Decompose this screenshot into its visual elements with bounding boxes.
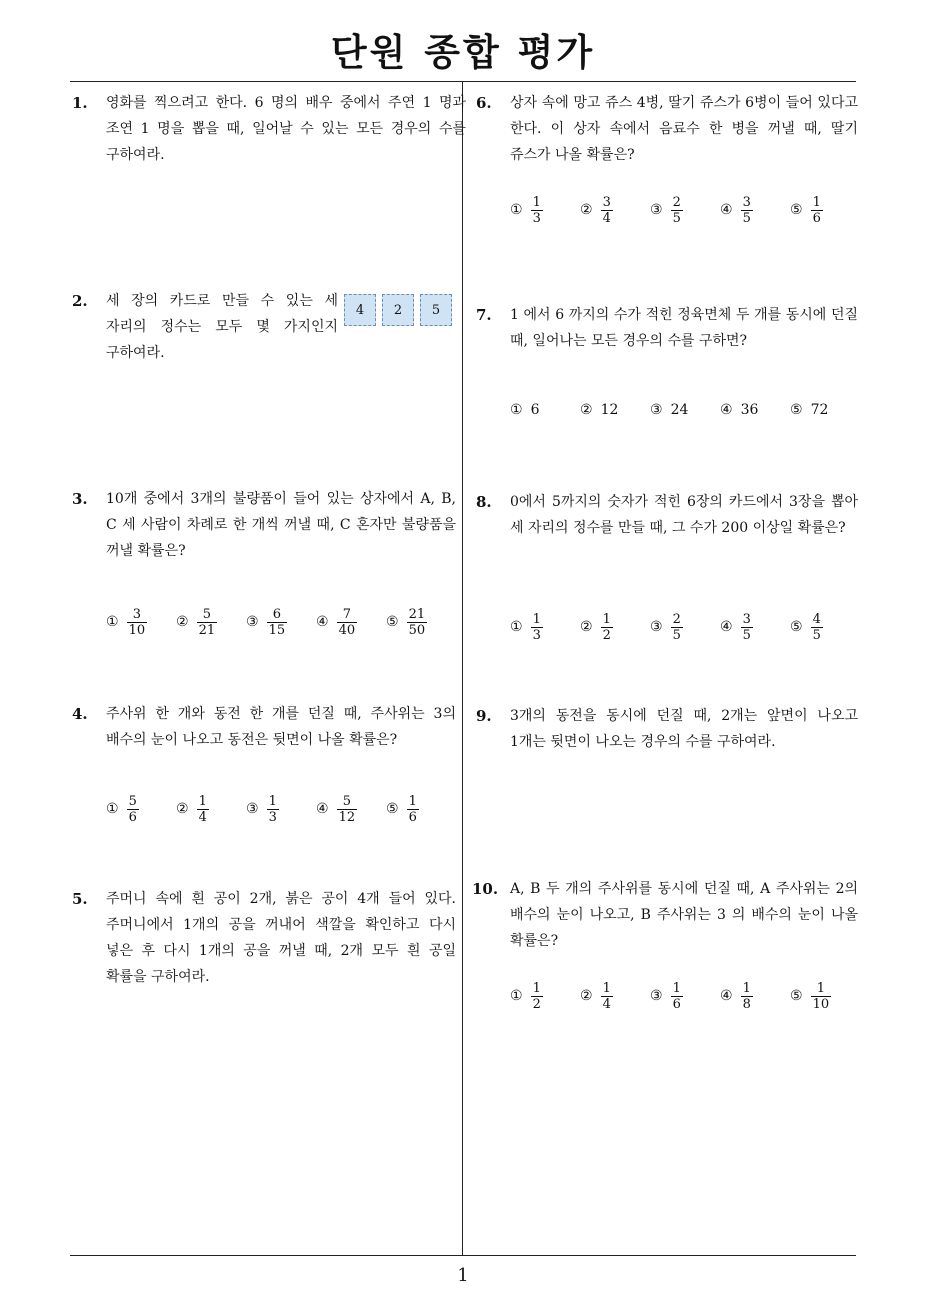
answer-choice[interactable] (510, 388, 539, 432)
answer-choice[interactable] (720, 605, 753, 649)
choice-mark: ② (580, 202, 593, 218)
fraction-numerator: 1 (812, 194, 821, 210)
answer-choice[interactable] (720, 188, 753, 232)
answer-choice[interactable] (650, 388, 688, 432)
choice-fraction (337, 794, 358, 825)
fraction-denominator: 6 (812, 210, 821, 226)
fraction-numerator: 1 (532, 980, 541, 996)
question-10 (472, 876, 858, 1012)
choice-mark: ⑤ (386, 614, 399, 630)
fraction-numerator: 1 (532, 194, 541, 210)
fraction-denominator: 5 (672, 210, 681, 226)
fraction-denominator: 5 (742, 627, 751, 643)
number-card: 5 (420, 294, 452, 326)
fraction-numerator: 1 (742, 980, 751, 996)
fraction-numerator: 7 (342, 606, 351, 622)
choice-mark: ③ (650, 988, 663, 1004)
answer-choice[interactable] (580, 388, 618, 432)
question-text: 3개의 동전을 동시에 던질 때, 2개는 앞면이 나오고 1개는 뒷면이 나오는 경우의 수를 구하여라. (510, 708, 858, 750)
fraction-denominator: 10 (128, 622, 146, 638)
page-number: 1 (457, 1265, 469, 1286)
answer-choice[interactable] (510, 188, 543, 232)
choice-fraction (601, 195, 613, 226)
choice-fraction (811, 981, 832, 1012)
answer-choices (510, 605, 850, 649)
answer-choice[interactable] (650, 605, 683, 649)
choice-value: 12 (600, 402, 619, 418)
fraction-denominator: 12 (338, 809, 356, 825)
question-3 (72, 486, 456, 638)
answer-choice[interactable] (580, 974, 613, 1018)
answer-choice[interactable] (790, 188, 823, 232)
choice-fraction (531, 195, 543, 226)
question-8 (476, 489, 858, 643)
fraction-numerator: 1 (408, 793, 417, 809)
answer-choice[interactable] (720, 388, 758, 432)
fraction-numerator: 21 (408, 606, 426, 622)
question-5 (72, 886, 456, 990)
fraction-denominator: 8 (742, 996, 751, 1012)
choice-fraction (811, 612, 823, 643)
fraction-numerator: 3 (742, 611, 751, 627)
fraction-numerator: 4 (812, 611, 821, 627)
choice-fraction (267, 794, 279, 825)
answer-choice[interactable] (316, 787, 357, 831)
choice-mark: ③ (650, 402, 663, 418)
fraction-numerator: 5 (342, 793, 351, 809)
answer-choices (510, 188, 850, 232)
choice-value: 6 (530, 402, 540, 418)
choice-fraction (407, 607, 428, 638)
answer-choice[interactable] (650, 188, 683, 232)
choice-fraction (407, 794, 419, 825)
fraction-denominator: 4 (198, 809, 207, 825)
answer-choices (510, 974, 850, 1018)
question-number: 2. (72, 292, 88, 310)
question-1 (72, 90, 466, 168)
answer-choice[interactable] (510, 974, 543, 1018)
fraction-numerator: 3 (132, 606, 141, 622)
fraction-denominator: 2 (602, 627, 611, 643)
question-4 (72, 701, 456, 825)
fraction-numerator: 1 (602, 611, 611, 627)
fraction-denominator: 21 (198, 622, 216, 638)
fraction-numerator: 3 (742, 194, 751, 210)
fraction-denominator: 2 (532, 996, 541, 1012)
fraction-denominator: 3 (532, 627, 541, 643)
number-cards (344, 294, 452, 326)
fraction-numerator: 1 (602, 980, 611, 996)
choice-mark: ③ (650, 202, 663, 218)
choice-mark: ② (580, 402, 593, 418)
choice-fraction (741, 612, 753, 643)
choice-mark: ⑤ (790, 402, 803, 418)
fraction-denominator: 50 (408, 622, 426, 638)
choice-mark: ① (510, 402, 523, 418)
header-rule (70, 81, 856, 82)
choice-fraction (531, 612, 543, 643)
question-number: 7. (476, 306, 492, 324)
answer-choice[interactable] (246, 787, 279, 831)
question-text: 상자 속에 망고 쥬스 4병, 딸기 쥬스가 6병이 들어 있다고 한다. 이 상자 속에서 음료수 한 병을 꺼낼 때, 딸기 쥬스가 나올 확률은? (510, 95, 858, 163)
choice-fraction (127, 794, 139, 825)
answer-choice[interactable] (316, 600, 357, 644)
choice-value: 24 (670, 402, 689, 418)
answer-choices (510, 388, 850, 432)
answer-choice[interactable] (176, 787, 209, 831)
fraction-numerator: 2 (672, 194, 681, 210)
choice-mark: ① (510, 988, 523, 1004)
question-number: 3. (72, 490, 88, 508)
answer-choice[interactable] (106, 600, 147, 644)
choice-mark: ② (176, 801, 189, 817)
choice-mark: ④ (720, 988, 733, 1004)
choice-mark: ② (580, 619, 593, 635)
choice-mark: ⑤ (790, 619, 803, 635)
fraction-denominator: 3 (532, 210, 541, 226)
question-text: 주사위 한 개와 동전 한 개를 던질 때, 주사위는 3의 배수의 눈이 나오고 동전은 뒷면이 나올 확률은? (106, 706, 456, 748)
answer-choice[interactable] (790, 974, 831, 1018)
answer-choice[interactable] (790, 605, 823, 649)
fraction-denominator: 5 (742, 210, 751, 226)
choice-value: 36 (740, 402, 759, 418)
answer-choice[interactable] (650, 974, 683, 1018)
fraction-numerator: 5 (202, 606, 211, 622)
answer-choice[interactable] (246, 600, 287, 644)
choice-fraction (197, 607, 218, 638)
fraction-denominator: 6 (408, 809, 417, 825)
answer-choice[interactable] (580, 188, 613, 232)
choice-fraction (601, 981, 613, 1012)
fraction-numerator: 1 (198, 793, 207, 809)
fraction-denominator: 6 (128, 809, 137, 825)
choice-mark: ③ (246, 801, 259, 817)
choice-fraction (531, 981, 543, 1012)
answer-choice[interactable] (386, 787, 419, 831)
answer-choices (106, 600, 446, 644)
choice-mark: ⑤ (790, 202, 803, 218)
question-number: 1. (72, 94, 88, 112)
fraction-denominator: 15 (268, 622, 286, 638)
question-7 (476, 302, 858, 418)
choice-fraction (741, 195, 753, 226)
choice-value: 72 (810, 402, 829, 418)
question-2 (72, 288, 456, 366)
question-number: 8. (476, 493, 492, 511)
choice-mark: ① (510, 619, 523, 635)
choice-fraction (671, 612, 683, 643)
choice-mark: ② (176, 614, 189, 630)
fraction-numerator: 6 (272, 606, 281, 622)
answer-choices (106, 787, 446, 831)
choice-mark: ④ (720, 202, 733, 218)
fraction-numerator: 1 (672, 980, 681, 996)
choice-mark: ③ (246, 614, 259, 630)
choice-mark: ⑤ (790, 988, 803, 1004)
choice-fraction (811, 195, 823, 226)
choice-mark: ③ (650, 619, 663, 635)
answer-choice[interactable] (106, 787, 139, 831)
question-number: 6. (476, 94, 492, 112)
question-text: 주머니 속에 흰 공이 2개, 붉은 공이 4개 들어 있다. 주머니에서 1개의 공을 꺼내어 색깔을 확인하고 다시 넣은 후 다시 1개의 공을 꺼낼 때, 2개 모두 흰 공일 확률을 구하여라. (106, 891, 456, 985)
question-number: 10. (472, 880, 499, 898)
question-text: 0에서 5까지의 숫자가 적힌 6장의 카드에서 3장을 뽑아 세 자리의 정수를 만들 때, 그 수가 200 이상일 확률은? (510, 494, 858, 536)
fraction-numerator: 5 (128, 793, 137, 809)
column-divider (462, 82, 463, 1256)
choice-fraction (267, 607, 288, 638)
fraction-denominator: 10 (812, 996, 830, 1012)
fraction-denominator: 4 (602, 210, 611, 226)
choice-mark: ① (510, 202, 523, 218)
answer-choice[interactable] (580, 605, 613, 649)
question-9 (476, 703, 858, 755)
answer-choice[interactable] (720, 974, 753, 1018)
answer-choice[interactable] (176, 600, 217, 644)
fraction-numerator: 2 (672, 611, 681, 627)
question-number: 5. (72, 890, 88, 908)
number-card: 4 (344, 294, 376, 326)
question-text: 영화를 찍으려고 한다. 6 명의 배우 중에서 주연 1 명과 조연 1 명을 뽑을 때, 일어날 수 있는 모든 경우의 수를 구하여라. (106, 95, 466, 163)
answer-choice[interactable] (790, 388, 828, 432)
number-card: 2 (382, 294, 414, 326)
choice-mark: ⑤ (386, 801, 399, 817)
answer-choice[interactable] (386, 600, 427, 644)
fraction-numerator: 3 (602, 194, 611, 210)
fraction-denominator: 3 (268, 809, 277, 825)
fraction-numerator: 1 (268, 793, 277, 809)
choice-fraction (671, 195, 683, 226)
choice-mark: ① (106, 801, 119, 817)
footer-rule (70, 1255, 856, 1256)
fraction-denominator: 40 (338, 622, 356, 638)
question-text: 1 에서 6 까지의 수가 적힌 정육면체 두 개를 동시에 던질 때, 일어나는 모든 경우의 수를 구하면? (510, 307, 858, 349)
choice-fraction (337, 607, 358, 638)
choice-mark: ④ (720, 619, 733, 635)
choice-mark: ② (580, 988, 593, 1004)
fraction-denominator: 6 (672, 996, 681, 1012)
choice-fraction (671, 981, 683, 1012)
question-text: 세 장의 카드로 만들 수 있는 세 자리의 정수는 모두 몇 가지인지 구하여라. (106, 293, 338, 361)
question-number: 9. (476, 707, 492, 725)
page-title: 단원 종합 평가 (330, 31, 596, 74)
fraction-denominator: 5 (812, 627, 821, 643)
answer-choice[interactable] (510, 605, 543, 649)
fraction-denominator: 5 (672, 627, 681, 643)
choice-mark: ④ (316, 614, 329, 630)
question-text: A, B 두 개의 주사위를 동시에 던질 때, A 주사위는 2의 배수의 눈이 나오고, B 주사위는 3 의 배수의 눈이 나올 확률은? (510, 881, 858, 949)
fraction-numerator: 1 (532, 611, 541, 627)
choice-mark: ① (106, 614, 119, 630)
fraction-denominator: 4 (602, 996, 611, 1012)
choice-mark: ④ (720, 402, 733, 418)
choice-fraction (127, 607, 148, 638)
choice-fraction (741, 981, 753, 1012)
question-number: 4. (72, 705, 88, 723)
choice-fraction (601, 612, 613, 643)
question-text: 10개 중에서 3개의 불량품이 들어 있는 상자에서 A, B, C 세 사람이 차례로 한 개씩 꺼낼 때, C 혼자만 불량품을 꺼낼 확률은? (106, 491, 456, 559)
choice-mark: ④ (316, 801, 329, 817)
choice-fraction (197, 794, 209, 825)
fraction-numerator: 1 (816, 980, 825, 996)
question-6 (476, 90, 858, 226)
